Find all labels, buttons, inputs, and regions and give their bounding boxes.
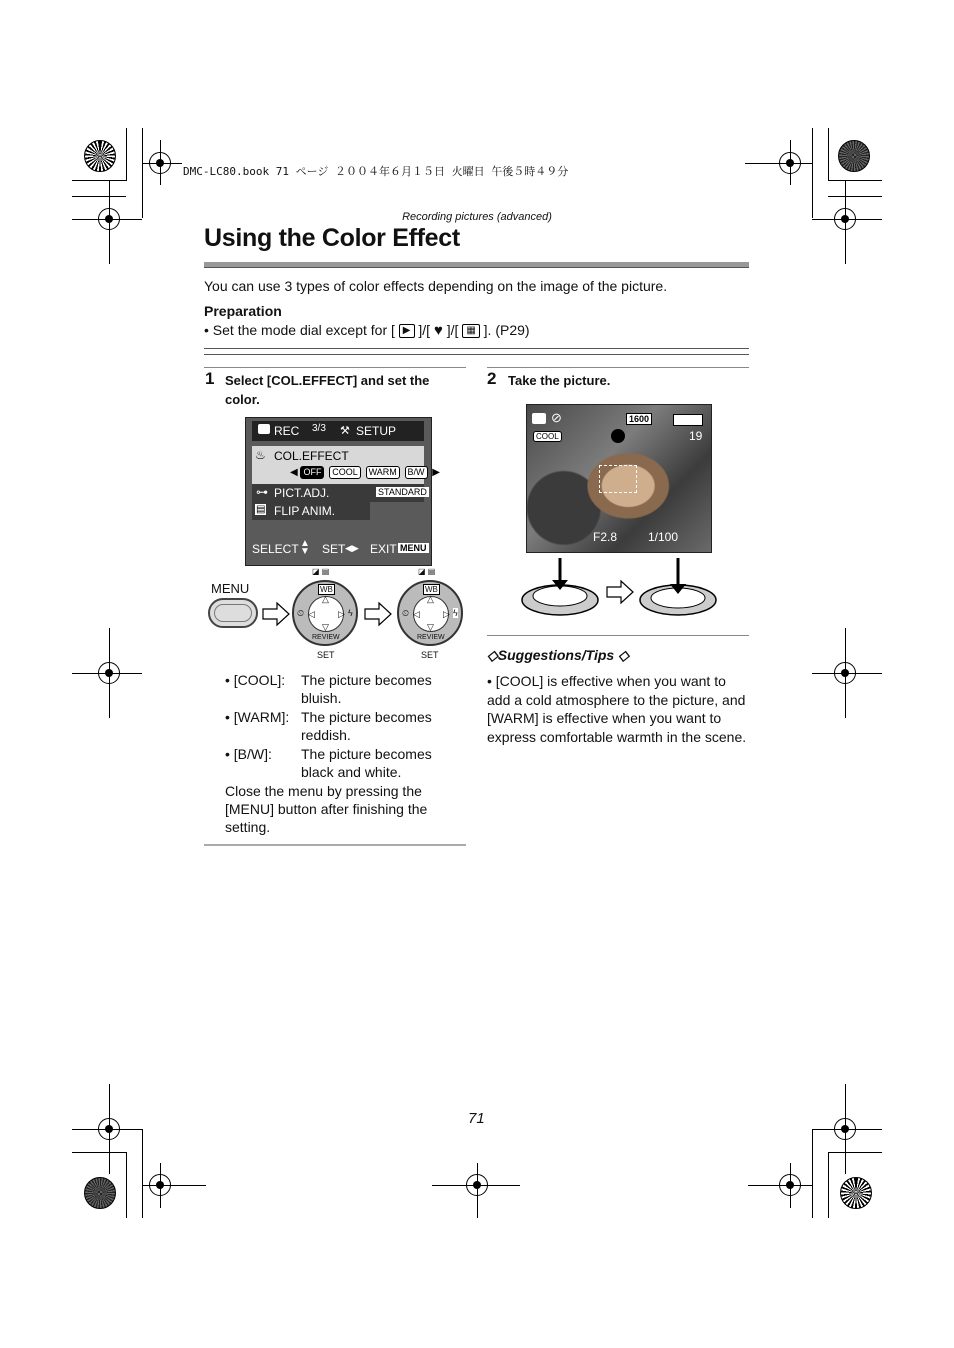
cool-badge: COOL	[533, 431, 562, 442]
camera-mode-icon	[532, 413, 546, 424]
print-header: DMC-LC80.book 71 ページ ２００４年６月１５日 火曜日 午後５時４９分	[183, 165, 569, 178]
page-number: 71	[468, 1110, 485, 1127]
col-effect-row	[252, 446, 440, 484]
arrow-right-icon	[364, 602, 392, 626]
review-label: REVIEW	[417, 634, 445, 641]
divider	[204, 354, 749, 355]
step1-text: Select [COL.EFFECT] and set the color.	[225, 373, 430, 407]
lcd-menu-screen	[245, 417, 440, 566]
ev-icon: ◪ ▤	[418, 567, 436, 576]
effect-bw-key: • [B/W]:	[225, 746, 272, 762]
intro-text: You can use 3 types of color effects depending on the image of the picture.	[204, 278, 668, 294]
col-effect-options: ◀ OFF COOL WARM B/W ▶	[290, 467, 440, 478]
movie-icon: ▦	[462, 324, 479, 338]
aperture-value: F2.8	[593, 530, 618, 544]
preparation-text: • Set the mode dial except for [ ▶ ]/[ ♥ ]/[ ▦ ]. (P29)	[204, 322, 530, 339]
menu-button-label: MENU	[211, 581, 250, 596]
playback-icon: ▶	[399, 324, 415, 338]
wb-label: WB	[425, 585, 438, 594]
lcd-tab-bar	[252, 421, 424, 441]
iso-badge: 1600	[626, 413, 652, 425]
left-right-icon: ◀▶	[345, 543, 359, 553]
review-label: REVIEW	[312, 634, 340, 641]
menu-badge: MENU	[400, 543, 427, 553]
effect-cool-desc: The picture becomes bluish.	[301, 672, 432, 706]
pict-adj-row	[252, 484, 427, 502]
shutter-full-press-icon	[637, 556, 719, 618]
pict-adj-icon: ⊶	[256, 485, 268, 499]
col-effect-label: COL.EFFECT	[274, 449, 349, 463]
section-label: Recording pictures (advanced)	[402, 211, 552, 223]
cursor-dial-right: WB △ ◁ ▷ ⏲ ϟ ▽ REVIEW	[397, 580, 463, 646]
ev-icon: ◪ ▤	[312, 567, 330, 576]
camera-screen-photo	[526, 404, 712, 553]
shutter-speed-value: 1/100	[648, 530, 679, 544]
lcd-footer: SELECT ▲ ▼ SET ◀▶ EXIT MENU	[252, 538, 427, 557]
flip-anim-row	[252, 502, 370, 520]
effect-warm-key: • [WARM]:	[225, 709, 290, 725]
title-rule	[204, 262, 749, 268]
up-down-icon: ▲ ▼	[300, 538, 310, 557]
camera-icon	[258, 424, 270, 434]
step2-text: Take the picture.	[508, 373, 611, 388]
step1-rule	[204, 367, 466, 368]
flash-icon: ϟ	[348, 608, 353, 618]
option-warm: WARM	[366, 466, 400, 479]
effect-warm-desc: The picture becomes reddish.	[301, 709, 432, 743]
arrow-right-icon	[606, 580, 634, 604]
registration-starburst-icon	[840, 1177, 872, 1209]
setup-icon: ⚒	[340, 425, 350, 437]
registration-starburst-icon	[84, 140, 116, 172]
menu-page: 3/3	[312, 423, 326, 434]
flip-anim-label: FLIP ANIM.	[274, 504, 336, 518]
pict-adj-value: STANDARD	[378, 487, 427, 497]
option-cool: COOL	[329, 466, 361, 479]
timer-icon: ⏲	[297, 608, 305, 618]
tab-rec: REC	[274, 424, 300, 438]
arrow-right-icon	[262, 602, 290, 626]
flash-icon: ϟ	[453, 608, 458, 618]
step2-rule	[487, 367, 749, 368]
focus-dot-icon	[611, 429, 625, 443]
tips-rule	[487, 635, 749, 636]
step1-bottom-rule	[204, 844, 466, 846]
wb-label: WB	[320, 585, 333, 594]
flip-anim-icon: ▤	[256, 504, 266, 515]
option-bw: B/W	[405, 466, 428, 479]
page-title: Using the Color Effect	[204, 224, 460, 252]
tips-text: • [COOL] is effective when you want to add a cold atmosphere to the picture, and [WARM] is effective when you want to express comfortable warmth in the scene.	[487, 673, 747, 745]
shutter-half-press-icon	[519, 556, 601, 618]
battery-icon	[673, 414, 703, 426]
pict-adj-label: PICT.ADJ.	[274, 486, 330, 500]
effect-bw-desc: The picture becomes black and white.	[301, 746, 432, 780]
set-label: SET	[317, 650, 335, 660]
effect-cool-key: • [COOL]:	[225, 672, 286, 688]
af-frame-icon	[599, 465, 637, 493]
flash-off-icon: ⊘	[551, 410, 562, 425]
option-off: OFF	[300, 466, 324, 479]
col-effect-icon: ♨	[255, 448, 266, 462]
registration-starburst-icon	[84, 1177, 116, 1209]
menu-button-drawing	[208, 598, 258, 628]
set-label: SET	[421, 650, 439, 660]
cursor-dial-up: WB △ ◁ ▷ ⏲ ϟ ▽ REVIEW	[292, 580, 358, 646]
close-menu-text: Close the menu by pressing the [MENU] button after finishing the setting.	[225, 783, 428, 835]
heart-icon: ♥	[433, 322, 443, 339]
step1-number: 1	[205, 369, 215, 388]
tips-heading: ◇Suggestions/Tips ◇	[487, 647, 629, 663]
divider	[204, 348, 749, 349]
preparation-heading: Preparation	[204, 303, 282, 319]
shots-remaining: 19	[689, 429, 703, 443]
registration-starburst-icon	[838, 140, 870, 172]
tab-setup: SETUP	[356, 424, 397, 438]
timer-icon: ⏲	[402, 608, 410, 618]
step2-number: 2	[487, 369, 497, 388]
